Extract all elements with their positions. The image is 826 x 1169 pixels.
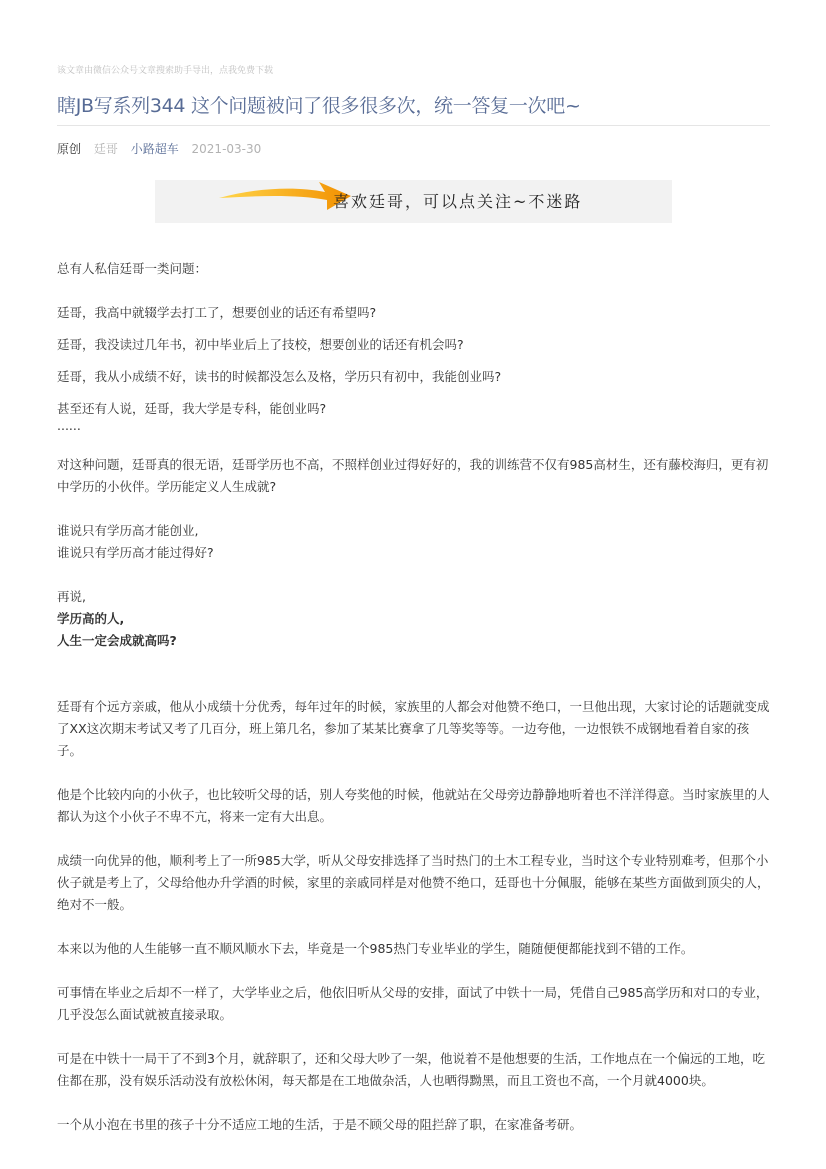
paragraph: 对这种问题，廷哥真的很无语，廷哥学历也不高，不照样创业过得好好的，我的训练营不仅有985高材生，还有藤校海归，更有初中学历的小伙伴。学历能定义人生成就? [57,457,769,494]
author-name: 廷哥 [93,142,118,156]
article-meta [57,140,270,157]
paragraph: 谁说只有学历高才能过得好? [57,545,214,560]
follow-banner-image [155,180,672,223]
paragraph: 可是在中铁十一局干了不到3个月，就辞职了，还和父母大吵了一架，他说着不是他想要的生活，工作地点在一个偏远的工地，吃住都在那，没有娱乐活动没有放松休闲，每天都是在工地做杂活，人也晒得黝黑，而且工资也不高，一个月就4000块。 [57,1051,765,1088]
paragraph: 廷哥，我从小成绩不好，读书的时候都没怎么及格，学历只有初中，我能创业吗? [57,369,502,384]
paragraph: 廷哥，我高中就辍学去打工了，想要创业的话还有希望吗? [57,305,377,320]
banner-text: 喜欢廷哥，可以点关注~不迷路 [333,192,583,211]
paragraph: 本来以为他的人生能够一直不顺风顺水下去，毕竟是一个985热门专业毕业的学生，随随便便都能找到不错的工作。 [57,941,694,956]
paragraph: 廷哥有个远方亲戚，他从小成绩十分优秀，每年过年的时候，家族里的人都会对他赞不绝口，一旦他出现，大家讨论的话题就变成了XX这次期末考试又考了几百分，班上第几名，参加了某某比赛拿了几等奖等等。一边夸他，一边恨铁不成钢地看着自家的孩子。 [57,699,770,758]
paragraph: ...... [57,418,81,433]
paragraph: 谁说只有学历高才能创业, [57,523,199,538]
paragraph: 廷哥，我没读过几年书，初中毕业后上了技校，想要创业的话还有机会吗? [57,337,464,352]
original-badge: 原创 [57,142,82,156]
publish-date: 2021-03-30 [191,142,262,156]
export-notice-link[interactable]: 该文章由微信公众号文章搜索助手导出，点我免费下载 [57,66,274,76]
account-name-link[interactable]: 小路超车 [130,142,179,156]
article-title: 瞎JB写系列344 这个问题被问了很多很多次，统一答复一次吧~ [57,95,581,117]
paragraph-bold: 学历高的人, [57,611,125,626]
paragraph: 甚至还有人说，廷哥，我大学是专科，能创业吗? [57,401,327,416]
title-divider [57,125,770,126]
article-body [57,258,770,1136]
paragraph: 他是个比较内向的小伙子，也比较听父母的话，别人夸奖他的时候，他就站在父母旁边静静地听着也不洋洋得意。当时家族里的人都认为这个小伙子不卑不亢，将来一定有大出息。 [57,787,770,824]
paragraph: 总有人私信廷哥一类问题： [57,261,208,276]
paragraph: 可事情在毕业之后却不一样了，大学毕业之后，他依旧听从父母的安排，面试了中铁十一局，凭借自己985高学历和对口的专业，几乎没怎么面试就被直接录取。 [57,985,769,1022]
paragraph-bold: 人生一定会成就高吗? [57,633,177,648]
paragraph: 再说, [57,589,86,604]
paragraph: 一个从小泡在书里的孩子十分不适应工地的生活，于是不顾父母的阻拦辞了职，在家准备考研。 [57,1117,583,1132]
paragraph: 成绩一向优异的他，顺利考上了一所985大学，听从父母安排选择了当时热门的土木工程专业，当时这个专业特别难考，但那个小伙子就是考上了，父母给他办升学酒的时候，家里的亲戚同样是对他赞不绝口，廷哥也十分佩服，能够在某些方面做到顶尖的人，绝对不一般。 [57,853,770,912]
